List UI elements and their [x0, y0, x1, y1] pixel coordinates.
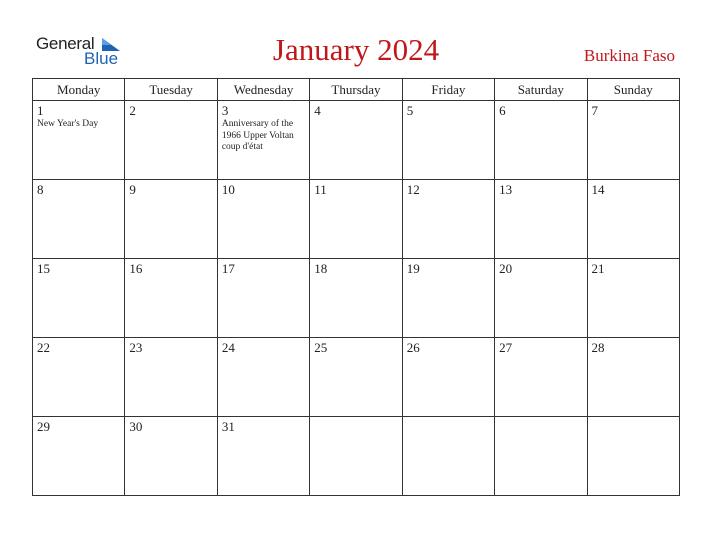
weekday-header: Tuesday — [125, 79, 217, 101]
day-cell — [402, 417, 494, 496]
day-number: 2 — [129, 103, 136, 118]
day-number: 18 — [314, 261, 328, 276]
calendar-week-row — [33, 338, 680, 417]
calendar-week-row — [33, 259, 680, 338]
day-cell — [125, 338, 217, 417]
day-cell — [587, 417, 679, 496]
day-number: 5 — [406, 103, 414, 118]
day-cell — [217, 338, 309, 417]
day-number: 29 — [37, 419, 50, 434]
weekday-header: Wednesday — [217, 79, 309, 101]
weekday-header-row — [33, 79, 680, 101]
country-name: Burkina Faso — [583, 46, 675, 65]
day-number: 7 — [591, 103, 599, 118]
day-number: 1 — [37, 103, 44, 118]
day-cell — [33, 417, 125, 496]
day-number: 4 — [314, 103, 321, 118]
day-cell — [495, 101, 587, 180]
day-number: 6 — [499, 103, 506, 118]
day-cell — [217, 180, 309, 259]
day-number: 15 — [37, 261, 50, 276]
day-number: 13 — [499, 182, 513, 197]
day-number: 12 — [406, 182, 420, 197]
logo-word-general: General — [36, 34, 95, 53]
day-number: 14 — [591, 182, 605, 197]
day-number: 22 — [37, 340, 50, 355]
day-cell — [125, 417, 217, 496]
calendar-week-row — [33, 417, 680, 496]
day-cell — [217, 101, 309, 180]
day-number: 11 — [314, 182, 327, 197]
day-number: 31 — [221, 419, 235, 434]
day-cell — [587, 338, 679, 417]
day-cell — [587, 101, 679, 180]
day-cell — [310, 180, 402, 259]
day-cell — [402, 180, 494, 259]
weekday-header: Monday — [33, 79, 125, 101]
day-cell — [33, 259, 125, 338]
day-number: 17 — [221, 261, 235, 276]
day-number: 30 — [129, 419, 143, 434]
day-cell — [587, 180, 679, 259]
day-number: 16 — [129, 261, 143, 276]
day-cell — [33, 338, 125, 417]
day-cell — [495, 417, 587, 496]
day-cell — [495, 259, 587, 338]
day-number: 23 — [129, 340, 143, 355]
day-number: 10 — [221, 182, 235, 197]
day-cell — [495, 338, 587, 417]
day-cell — [310, 417, 402, 496]
day-cell — [310, 101, 402, 180]
day-number: 3 — [221, 103, 229, 118]
day-cell — [310, 259, 402, 338]
day-cell — [402, 338, 494, 417]
day-cell — [402, 101, 494, 180]
holiday-label: New Year's Day — [37, 119, 99, 129]
day-cell — [125, 180, 217, 259]
calendar-grid — [32, 78, 680, 496]
day-cell — [495, 180, 587, 259]
day-number: 8 — [37, 182, 44, 197]
day-number: 24 — [221, 340, 235, 355]
day-cell — [587, 259, 679, 338]
day-cell — [217, 259, 309, 338]
day-cell — [125, 101, 217, 180]
logo-word-blue: Blue — [84, 49, 119, 68]
calendar-week-row — [33, 101, 680, 180]
weekday-header: Thursday — [310, 79, 402, 101]
day-cell — [125, 259, 217, 338]
day-number: 25 — [314, 340, 328, 355]
day-number: 28 — [591, 340, 605, 355]
day-number: 26 — [406, 340, 420, 355]
day-number: 20 — [499, 261, 513, 276]
day-number: 19 — [406, 261, 420, 276]
weekday-header: Friday — [402, 79, 494, 101]
calendar-title: January 2024 — [272, 32, 440, 67]
day-number: 21 — [591, 261, 605, 276]
weekday-header: Saturday — [495, 79, 587, 101]
day-cell — [402, 259, 494, 338]
day-cell — [217, 417, 309, 496]
weekday-header: Sunday — [587, 79, 679, 101]
day-cell — [33, 180, 125, 259]
day-cell — [33, 101, 125, 180]
holiday-label: Anniversary of the 1966 Upper Voltan coup d'état — [221, 119, 294, 152]
day-number: 9 — [129, 182, 136, 197]
day-number: 27 — [499, 340, 513, 355]
calendar-week-row — [33, 180, 680, 259]
day-cell — [310, 338, 402, 417]
